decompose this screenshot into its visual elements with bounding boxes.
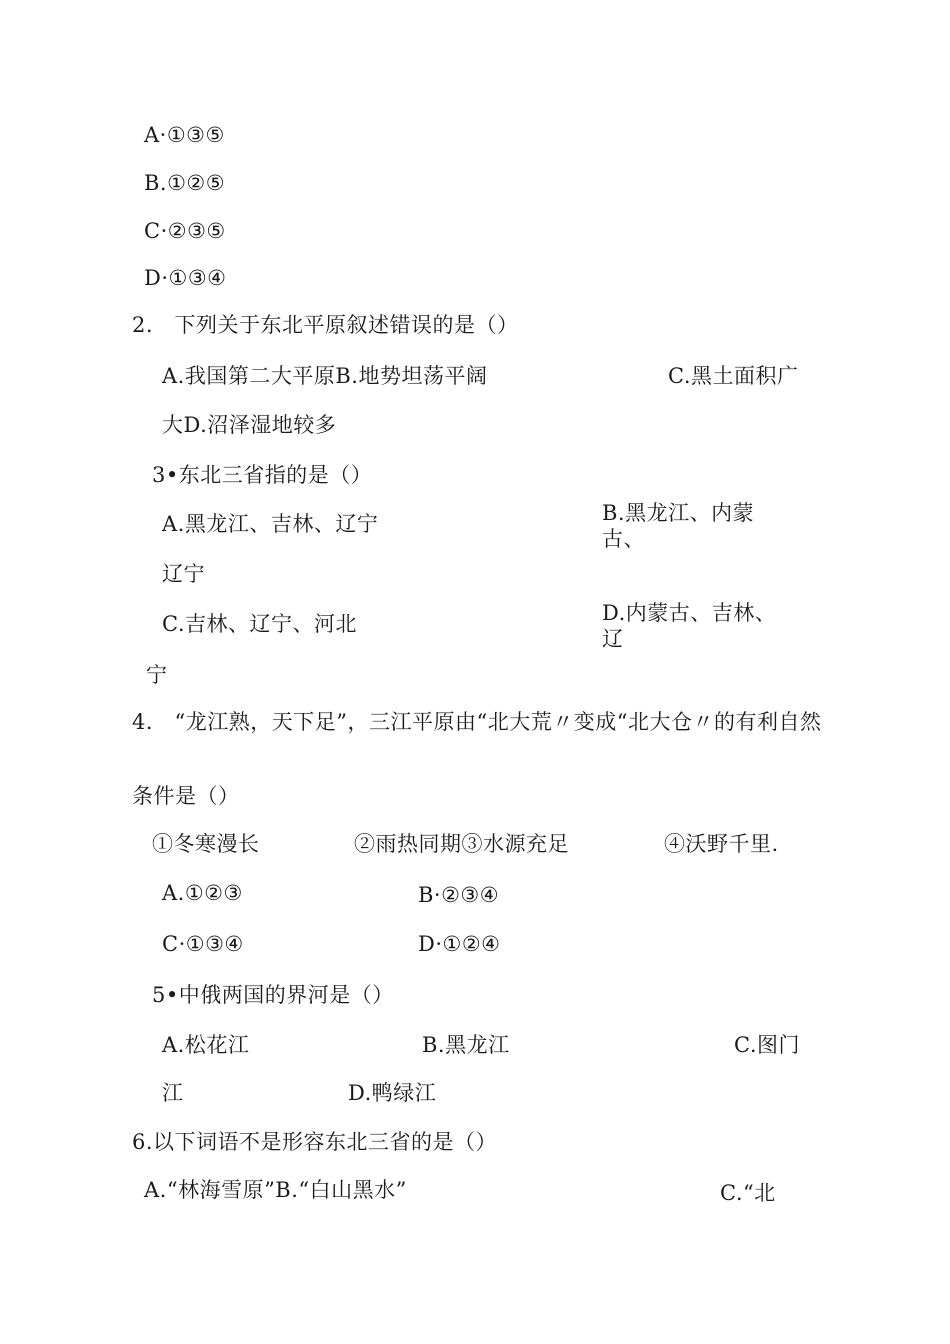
q6-options-ab: A.“林海雪原”B.“白山黑水” bbox=[144, 1178, 407, 1202]
q2-stem: 2. 下列关于东北平原叙述错误的是（） bbox=[132, 313, 519, 337]
q4-option-c: C·①③④ bbox=[162, 932, 244, 956]
q3-option-d: D.内蒙古、吉林、辽 bbox=[602, 601, 777, 651]
q2-option-c: C.黑土面积广 bbox=[668, 364, 799, 388]
q5-option-d: D.鸭绿江 bbox=[348, 1081, 437, 1105]
q4-item-2-3: ②雨热同期③水源充足 bbox=[354, 832, 569, 856]
q3-stem: 3•东北三省指的是（） bbox=[152, 463, 373, 487]
q4-option-d: D·①②④ bbox=[418, 932, 501, 956]
q1-option-c: C·②③⑤ bbox=[144, 219, 226, 243]
q5-option-b: B.黑龙江 bbox=[422, 1033, 510, 1057]
q3-option-a: A.黑龙江、吉林、辽宁 bbox=[162, 512, 379, 536]
q3-option-b: B.黑龙江、内蒙古、 bbox=[602, 501, 755, 551]
q4-item-1: ①冬寒漫长 bbox=[152, 832, 260, 856]
q4-item-4: ④沃野千里. bbox=[664, 832, 779, 856]
q4-option-b: B·②③④ bbox=[418, 883, 500, 907]
q5-stem: 5•中俄两国的界河是（） bbox=[152, 983, 394, 1007]
q2-options-ab: A.我国第二大平原B.地势坦荡平阔 bbox=[162, 364, 488, 388]
q4-option-a: A.①②③ bbox=[162, 881, 243, 905]
q3-option-b-continued: 辽宁 bbox=[162, 562, 205, 586]
q5-option-a: A.松花江 bbox=[162, 1033, 250, 1057]
q4-stem-continued: 条件是（） bbox=[132, 784, 240, 808]
q5-option-c-continued: 江 bbox=[162, 1081, 184, 1105]
q3-option-c: C.吉林、辽宁、河北 bbox=[162, 612, 357, 636]
q5-option-c: C.图门 bbox=[734, 1033, 800, 1057]
q6-stem: 6.以下词语不是形容东北三省的是（） bbox=[132, 1130, 498, 1154]
q6-option-c: C.“北 bbox=[720, 1181, 776, 1205]
q1-option-a: A·①③⑤ bbox=[144, 123, 225, 147]
q2-option-d-line: 大D.沼泽湿地较多 bbox=[162, 413, 337, 437]
q4-stem: 4. “龙江熟，天下足”，三江平原由“北大荒〃变成“北大仓〃的有利自然 bbox=[132, 710, 822, 734]
q3-option-d-continued: 宁 bbox=[146, 663, 168, 687]
q1-option-d: D·①③④ bbox=[144, 266, 227, 290]
q1-option-b: B.①②⑤ bbox=[144, 171, 226, 195]
